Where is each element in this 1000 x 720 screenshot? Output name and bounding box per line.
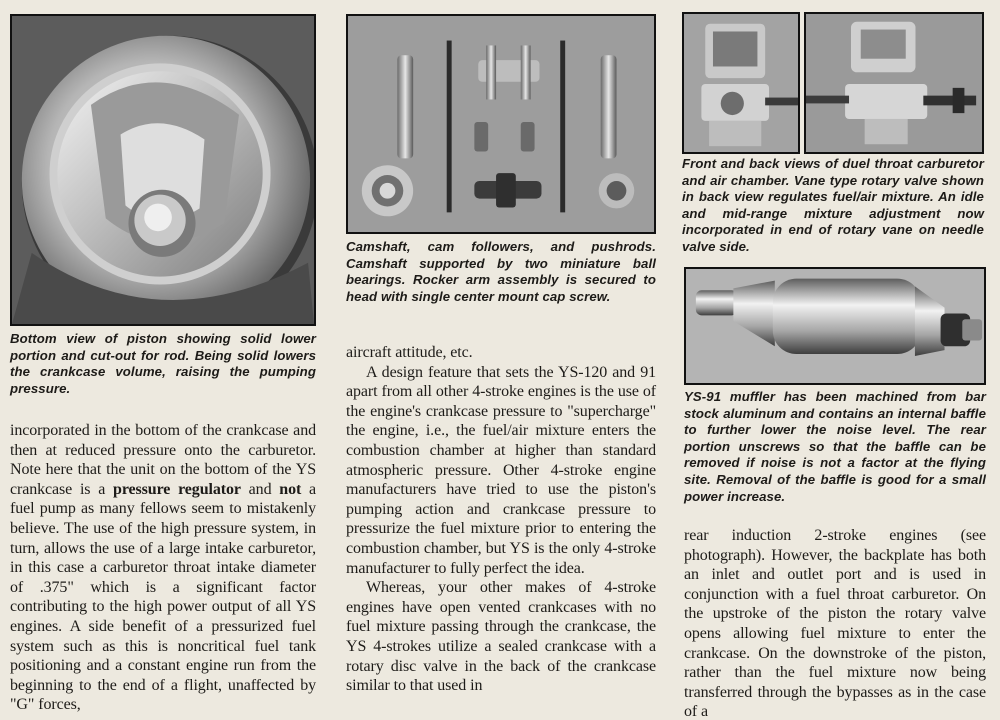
pressure-regulator-emphasis: pressure regulator <box>113 480 241 498</box>
piston-illustration <box>12 16 314 324</box>
not-emphasis: not <box>279 480 302 498</box>
column-3 <box>680 0 992 720</box>
col2-paragraph-1: aircraft attitude, etc. <box>346 344 473 361</box>
column-2 <box>346 0 656 720</box>
piston-photo <box>10 14 316 326</box>
col3-paragraph: rear induction 2-stroke engines (see photograph). However, the backplate has both an inlet and outlet port and is used in conjunction with a fuel throat carburetor. On the upstroke of the piston the rotary valve opens allowing fuel mixture to enter the crankcase. On the downstroke of the piston, rather than the fuel mixture now being transferred through the bypasses as in the case of a <box>684 527 986 720</box>
col2-paragraph-3: Whereas, your other makes of 4-stroke engines have open vented crankcases with no fuel mixture passing through the crankcase, the YS 4-strokes utilize a sealed crankcase with a rotary disc valve in the back of the crankcase similar to that used in <box>346 579 656 695</box>
column-1 <box>6 0 318 720</box>
col1-body-text <box>10 421 316 715</box>
camshaft-illustration <box>348 16 654 232</box>
col1-text-part-2: and <box>240 480 280 498</box>
piston-caption: Bottom view of piston showing solid lower portion and cut-out for rod. Being solid lowers the crankcase volume, raising the pumping pressure. <box>10 331 316 396</box>
col1-text-part-1: incorporated in the bottom of the crankcase and then at reduced pressure onto the carburetor. Note here that the unit on the bottom of the YS crankcase is a <box>10 422 316 498</box>
camshaft-caption: Camshaft, cam followers, and pushrods. Camshaft supported by two miniature ball bearings. Rocker arm assembly is secured to head with single center mount cap screw. <box>346 239 656 304</box>
col1-text-part-3: a fuel pump as many fellows seem to mistakenly believe. The use of the high pressure system, in turn, allows the use of a large intake carburetor, in this case a carburetor throat intake diameter of .375" which is a significant factor contributing to the high power output of all YS engines. A side benefit of a pressurized fuel system such as this is noncritical fuel tank positioning and a constant engine run from the beginning to the end of a flight, unaffected by "G" forces, <box>10 480 316 714</box>
camshaft-photo <box>346 14 656 234</box>
carburetor-front-photo <box>682 12 800 154</box>
col3-body-text <box>684 526 986 720</box>
col2-body-text <box>346 343 656 696</box>
col2-paragraph-2: A design feature that sets the YS-120 and 91 apart from all other 4-stroke engines is the use of the engine's crankcase pressure to "supercharge" the engine, i.e., the fuel/air mixture enters the combustion chamber at higher than standard atmospheric pressure. Other 4-stroke engine manufacturers have tried to use the piston's pumping action and crankcase pressure to pressurize the fuel mixture prior to entering the combustion chamber, but YS is the only 4-stroke manufacturer to fully perfect the idea. <box>346 363 656 577</box>
muffler-photo <box>684 267 986 385</box>
carburetor-caption: Front and back views of duel throat carburetor and air chamber. Vane type rotary valve shown in back view regulates fuel/air mixture. An idle and mid-range mixture adjustment now incorporated in end of rotary vane on needle valve side. <box>682 156 984 254</box>
carburetor-back-illustration <box>806 14 982 152</box>
muffler-caption: YS-91 muffler has been machined from bar stock aluminum and contains an internal baffle to further lower the noise level. The rear portion unscrews so that the baffle can be removed if noise is not a factor at the flying site. Removal of the baffle is good for a small power increase. <box>684 389 986 504</box>
carburetor-back-photo <box>804 12 984 154</box>
col1-paragraph <box>10 421 316 715</box>
carburetor-front-illustration <box>684 14 798 152</box>
muffler-illustration <box>686 269 984 383</box>
